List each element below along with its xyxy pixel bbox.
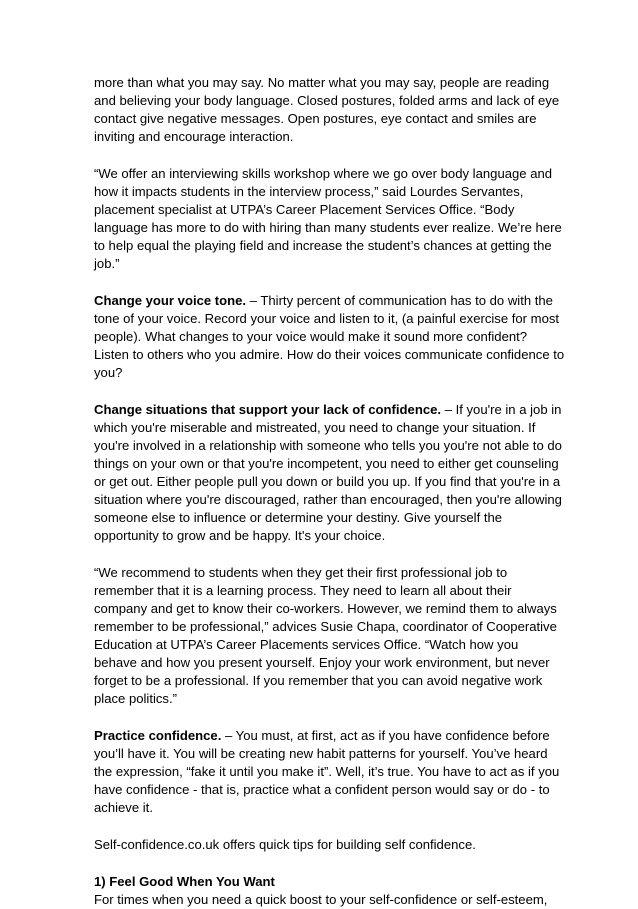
text-line: forget to be a professional. If you remember that you can avoid negative work — [94, 673, 543, 688]
text-line: more than what you may say. No matter what you may say, people are reading — [94, 75, 550, 90]
text-line: contact give negative messages. Open postures, eye contact and smiles are — [94, 111, 537, 126]
text-line: to help equal the playing field and increase the student’s chances at getting the — [94, 238, 552, 253]
text-line — [94, 292, 558, 310]
paragraph-voice-tone — [94, 292, 565, 382]
text-line: or get out. Either people pull you down or build you up. If you find that you're in a — [94, 474, 561, 489]
text-line: which you're miserable and mistreated, you need to change your situation. If — [94, 420, 536, 435]
text-line: and believing your body language. Closed postures, folded arms and lack of eye — [94, 93, 560, 108]
text-line: people). What changes to your voice would make it sound more confident? — [94, 329, 528, 344]
text-line: have confidence - that is, practice what a confident person would say or do - to — [94, 782, 550, 797]
text-line: things on your own or that you're incompetent, you need to either get counseling — [94, 456, 559, 471]
text-line: you? — [94, 365, 123, 380]
text-line: For times when you need a quick boost to your self-confidence or self-esteem, — [94, 892, 548, 907]
text-line: company and get to know their co-workers. However, we remind them to always — [94, 601, 557, 616]
text-line: the expression, “fake it until you make it”. Well, it’s true. You have to act as if you — [94, 764, 560, 779]
text-line: someone else to influence or determine your destiny. Give yourself the — [94, 510, 503, 525]
text-line: Listen to others who you admire. How do their voices communicate confidence to — [94, 347, 565, 362]
text-line: achieve it. — [94, 800, 153, 815]
paragraph-quick-tips — [94, 836, 558, 854]
text-line: you’ll have it. You will be creating new habit patterns for yourself. You’ve heard — [94, 746, 548, 761]
text-line: place politics.” — [94, 691, 177, 706]
text-line: job.” — [94, 256, 120, 271]
text-line: you're involved in a relationship with someone who tells you you're not able to do — [94, 438, 562, 453]
text-line: situation where you're discouraged, rather than encouraged, then you're allowing — [94, 492, 562, 507]
text-line: remember that it is a learning process. They need to learn all about their — [94, 583, 512, 598]
text-run: – If you're in a job in — [441, 402, 562, 417]
section-heading: Change your voice tone. — [94, 293, 247, 308]
paragraph-practice-confidence — [94, 727, 558, 817]
text-line: language has more to do with hiring than many students ever realize. We’re here — [94, 220, 562, 235]
text-line: “We offer an interviewing skills workshop where we go over body language and — [94, 166, 553, 181]
tip-heading: 1) Feel Good When You Want — [94, 874, 275, 889]
paragraph-change-situations — [94, 401, 562, 545]
text-line — [94, 727, 558, 745]
paragraph-feel-good — [94, 873, 558, 909]
text-run: – Thirty percent of communication has to do with the — [246, 293, 553, 308]
text-line: opportunity to grow and be happy. It's your choice. — [94, 528, 386, 543]
text-line: remember to be professional,” advices Susie Chapa, coordinator of Cooperative — [94, 619, 557, 634]
section-heading: Practice confidence. — [94, 728, 222, 743]
text-line — [94, 401, 562, 419]
text-run: – You must, at first, act as if you have confidence before — [221, 728, 550, 743]
paragraph-professional-quote — [94, 564, 558, 708]
text-line: behave and how you present yourself. Enjoy your work environment, but never — [94, 655, 550, 670]
text-line: how it impacts students in the interview process,” said Lourdes Servantes, — [94, 184, 524, 199]
text-line: Education at UTPA’s Career Placements services Office. “Watch how you — [94, 637, 519, 652]
text-line: Self-confidence.co.uk offers quick tips for building self confidence. — [94, 837, 476, 852]
text-line: placement specialist at UTPA’s Career Placement Services Office. “Body — [94, 202, 515, 217]
text-line: inviting and encourage interaction. — [94, 129, 294, 144]
text-line: “We recommend to students when they get their first professional job to — [94, 565, 508, 580]
text-line: tone of your voice. Record your voice and listen to it, (a painful exercise for most — [94, 311, 560, 326]
paragraph-interview-quote — [94, 165, 562, 273]
paragraph-body-language — [94, 74, 558, 146]
section-heading: Change situations that support your lack of confidence. — [94, 402, 442, 417]
